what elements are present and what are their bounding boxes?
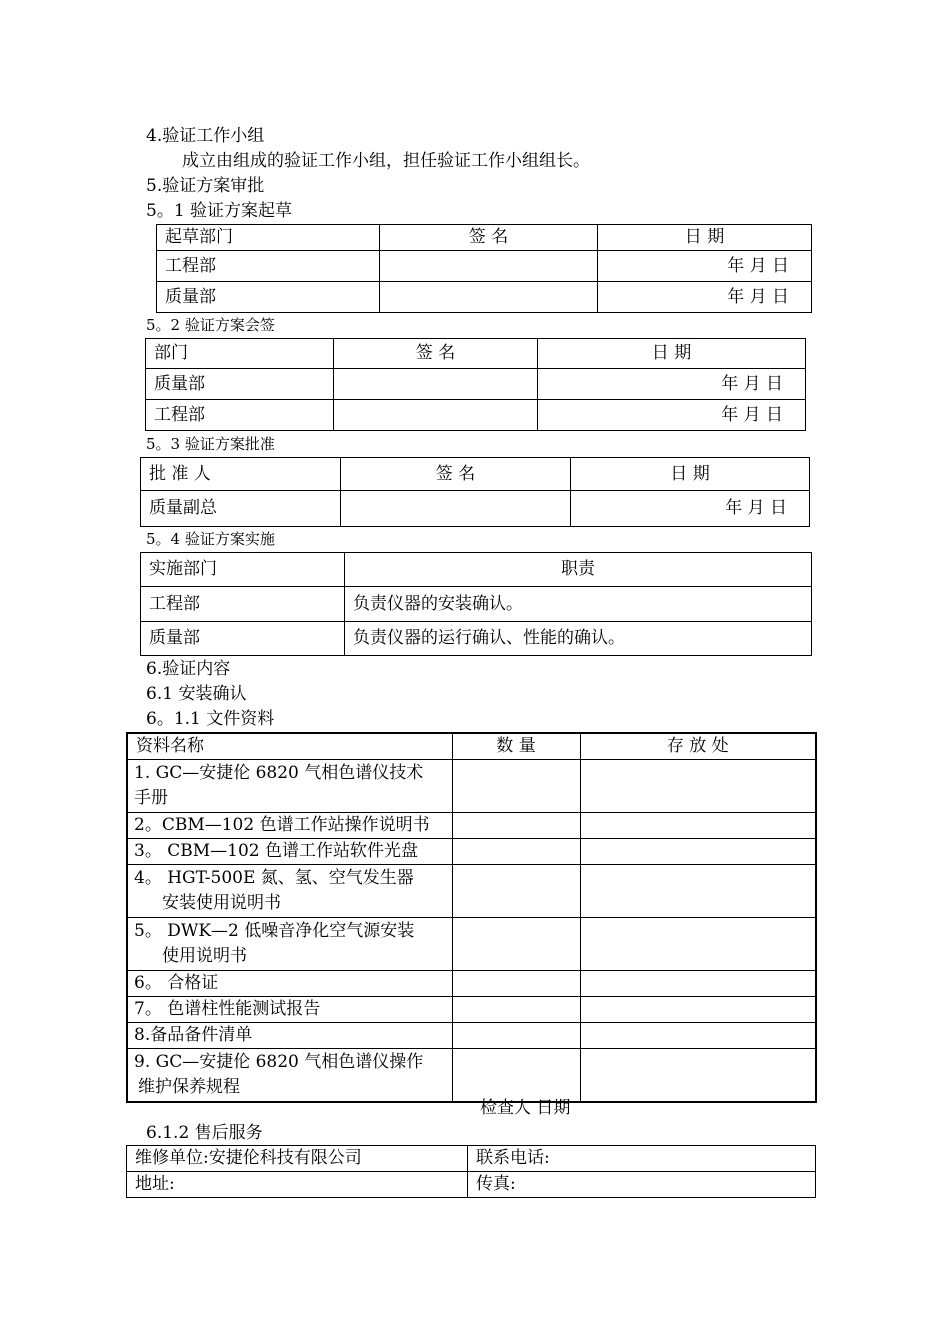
- quantity-cell: [452, 918, 580, 971]
- table-row: [127, 1146, 816, 1172]
- quantity-cell: [452, 1023, 580, 1049]
- document-name-cell: 6。 合格证: [127, 971, 452, 997]
- document-name-line1: 5。 DWK—2 低噪音净化空气源安装: [134, 921, 415, 941]
- table-row: [127, 839, 816, 865]
- header-cell: 日 期: [538, 339, 806, 369]
- document-name-line2: 维护保养规程: [138, 1077, 240, 1097]
- header-cell: 日 期: [598, 225, 812, 251]
- location-cell: [580, 839, 816, 865]
- location-cell: [580, 971, 816, 997]
- table-row: [141, 587, 812, 622]
- table-header-row: [157, 225, 812, 251]
- table-row: [127, 1023, 816, 1049]
- section-5-2-heading: 5。2 验证方案会签: [146, 316, 275, 334]
- table-header-row: [127, 733, 816, 760]
- section-5-4-heading: 5。4 验证方案实施: [146, 530, 275, 548]
- date-cell: 年 月 日: [598, 282, 812, 313]
- dept-cell: 工程部: [141, 587, 345, 622]
- header-cell: 资料名称: [127, 733, 452, 760]
- quantity-cell: [452, 971, 580, 997]
- signature-cell: [380, 282, 598, 313]
- document-name-cell: 3。 CBM—102 色谱工作站软件光盘: [127, 839, 452, 865]
- table-row: [127, 918, 816, 971]
- dept-cell: 质量部: [141, 622, 345, 656]
- implementation-table: [140, 552, 812, 656]
- header-cell: 签 名: [341, 458, 571, 491]
- service-table: [126, 1145, 816, 1198]
- section-6-1-2-heading: 6.1.2 售后服务: [146, 1123, 263, 1143]
- document-name-cell: [127, 760, 452, 813]
- quantity-cell: [452, 997, 580, 1023]
- header-cell: 批 准 人: [141, 458, 341, 491]
- document-name-line2: 安装使用说明书: [162, 893, 281, 913]
- table-row: [127, 971, 816, 997]
- document-name-cell: 8.备品备件清单: [127, 1023, 452, 1049]
- document-name-line1: 4。 HGT-500E 氮、氢、空气发生器: [134, 868, 414, 888]
- countersign-table: [145, 338, 806, 431]
- header-cell: 起草部门: [157, 225, 380, 251]
- header-cell: 数 量: [452, 733, 580, 760]
- table-row: [141, 491, 810, 527]
- document-name-line1: 9. GC—安捷伦 6820 气相色谱仪操作: [134, 1052, 424, 1072]
- table-row: [127, 1049, 816, 1103]
- header-cell: 存 放 处: [580, 733, 816, 760]
- table-row: [146, 369, 806, 400]
- table-header-row: [141, 553, 812, 587]
- signature-cell: [334, 369, 538, 400]
- checker-signature-line: 检查人 日期: [480, 1098, 571, 1118]
- location-cell: [580, 918, 816, 971]
- approval-table: [140, 457, 810, 527]
- quantity-cell: [452, 839, 580, 865]
- table-row: [141, 622, 812, 656]
- header-cell: 职责: [345, 553, 812, 587]
- location-cell: [580, 760, 816, 813]
- location-cell: [580, 1049, 816, 1103]
- section-4-text: 成立由组成的验证工作小组，担任验证工作小组组长。: [182, 151, 590, 171]
- document-name-cell: [127, 918, 452, 971]
- header-cell: 签 名: [334, 339, 538, 369]
- table-row: [157, 251, 812, 282]
- table-header-row: [146, 339, 806, 369]
- header-cell: 实施部门: [141, 553, 345, 587]
- location-cell: [580, 997, 816, 1023]
- dept-cell: 质量副总: [141, 491, 341, 527]
- signature-cell: [334, 400, 538, 431]
- header-cell: 签 名: [380, 225, 598, 251]
- dept-cell: 质量部: [146, 369, 334, 400]
- signature-cell: [380, 251, 598, 282]
- dept-cell: 质量部: [157, 282, 380, 313]
- document-name-line2: 手册: [134, 788, 168, 808]
- date-cell: 年 月 日: [538, 400, 806, 431]
- section-5-3-heading: 5。3 验证方案批准: [146, 435, 275, 453]
- location-cell: [580, 813, 816, 839]
- date-cell: 年 月 日: [571, 491, 810, 527]
- header-cell: 部门: [146, 339, 334, 369]
- section-6-1-heading: 6.1 安装确认: [146, 684, 247, 704]
- document-name-cell: 7。 色谱柱性能测试报告: [127, 997, 452, 1023]
- table-row: [127, 813, 816, 839]
- quantity-cell: [452, 813, 580, 839]
- document-name-line1: 1. GC—安捷伦 6820 气相色谱仪技术: [134, 763, 424, 783]
- header-cell: 日 期: [571, 458, 810, 491]
- table-header-row: [141, 458, 810, 491]
- section-6-1-1-heading: 6。1.1 文件资料: [146, 709, 275, 729]
- quantity-cell: [452, 1049, 580, 1103]
- quantity-cell: [452, 865, 580, 918]
- table-row: [127, 997, 816, 1023]
- signature-cell: [341, 491, 571, 527]
- location-cell: [580, 1023, 816, 1049]
- dept-cell: 工程部: [157, 251, 380, 282]
- fax-cell: 传真:: [468, 1172, 816, 1198]
- table-row: [157, 282, 812, 313]
- table-row: [127, 1172, 816, 1198]
- documents-table: [126, 732, 817, 1103]
- section-5-1-heading: 5。1 验证方案起草: [146, 201, 293, 221]
- section-5-heading: 5.验证方案审批: [146, 176, 265, 196]
- dept-cell: 工程部: [146, 400, 334, 431]
- location-cell: [580, 865, 816, 918]
- duty-cell: 负责仪器的安装确认。: [345, 587, 812, 622]
- address-cell: 地址:: [127, 1172, 468, 1198]
- duty-cell: 负责仪器的运行确认、性能的确认。: [345, 622, 812, 656]
- table-row: [127, 865, 816, 918]
- quantity-cell: [452, 760, 580, 813]
- document-name-cell: 2。CBM—102 色谱工作站操作说明书: [127, 813, 452, 839]
- drafting-table: [156, 224, 812, 313]
- section-6-heading: 6.验证内容: [146, 659, 231, 679]
- date-cell: 年 月 日: [598, 251, 812, 282]
- document-name-cell: [127, 1049, 452, 1103]
- service-unit-cell: 维修单位:安捷伦科技有限公司: [127, 1146, 468, 1172]
- table-row: [146, 400, 806, 431]
- table-row: [127, 760, 816, 813]
- document-name-cell: [127, 865, 452, 918]
- section-4-heading: 4.验证工作小组: [146, 126, 265, 146]
- date-cell: 年 月 日: [538, 369, 806, 400]
- document-name-line2: 使用说明书: [162, 946, 247, 966]
- phone-cell: 联系电话:: [468, 1146, 816, 1172]
